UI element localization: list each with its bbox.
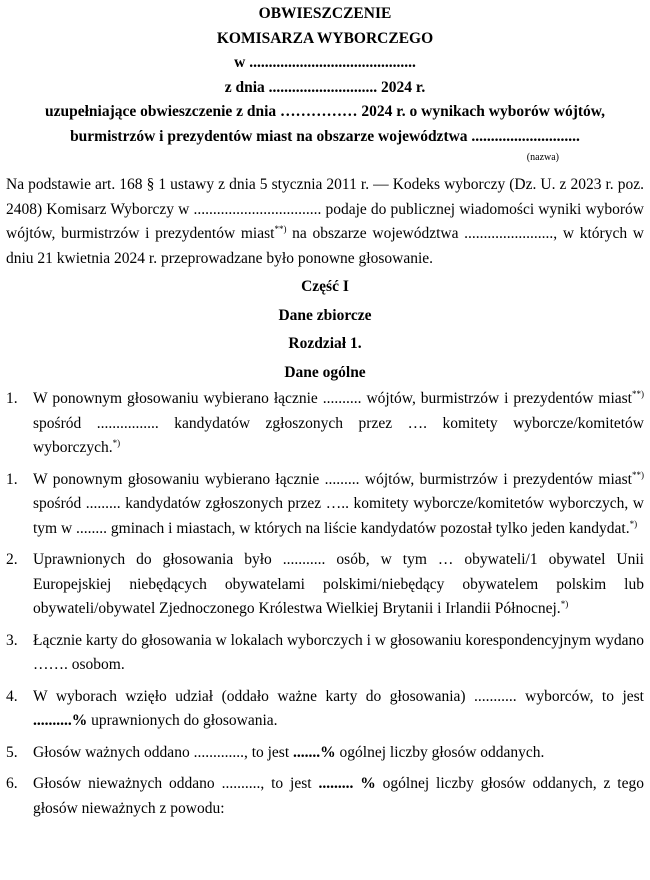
item-text-b: uprawnionych do głosowania. — [87, 712, 278, 729]
percent-placeholder: ..........% — [33, 712, 88, 729]
doc-location: w ........................................... — [234, 54, 416, 71]
item-number: 1. — [6, 390, 18, 407]
item-text-a: W ponownym głosowaniu wybierano łącznie .......... wójtów, burmistrzów i prezydentów miast — [33, 390, 632, 407]
item-text — [33, 468, 644, 542]
item-number: 1. — [6, 470, 18, 488]
item-text-a: Głosów ważnych oddano ............., to jest — [33, 743, 294, 761]
list-item — [6, 548, 644, 622]
doc-authority: KOMISARZA WYBORCZEGO — [216, 29, 434, 47]
item-text — [33, 772, 644, 821]
intro-paragraph — [6, 173, 644, 271]
chapter-heading: Rozdział 1. — [288, 335, 362, 352]
item-text-b: ogólnej liczby głosów oddanych, z tego głosów nieważnych z powodu: — [33, 775, 644, 817]
item-text-b: spośród ................ kandydatów zgłoszonych przez …. komitety wyborcze/komitetów wyborczych. — [33, 414, 644, 456]
doc-subject-line1: uzupełniające obwieszczenie z dnia …………… 2024 r. o wynikach wyborów wójtów, — [45, 103, 605, 120]
item-text-a: W wyborach wzięło udział (oddało ważne karty do głosowania) ........... wyborców, to jest — [33, 687, 644, 705]
item-number: 5. — [6, 743, 18, 761]
doc-title: OBWIESZCZENIE — [258, 5, 392, 22]
item-text — [33, 629, 644, 678]
item-number: 4. — [6, 687, 18, 705]
item-text — [33, 387, 644, 461]
item-number: 2. — [6, 551, 18, 568]
item-text-a: Uprawnionych do głosowania było ........... osób, w tym … obywateli/1 obywatel Unii Europejskiej niebędących obywatelami polskimi/niebędący obywatelem polskim lub obywateli/obywatel Zjednoczonego Królestwa Wielkiej Brytanii i Irlandii Północnej. — [33, 551, 644, 617]
item-text — [33, 741, 644, 766]
item-text-b: spośród ......... kandydatów zgłoszonych przez ….. komitety wyborcze/komitetów wyborczych, w tym w ........ gminach i miastach, w których na liście kandydatów pozostał tylko jeden kandydat. — [33, 495, 644, 537]
item-text-a: Łącznie karty do głosowania w lokalach wyborczych i w głosowaniu korespondencyjnym wydano ……. osobom. — [33, 631, 644, 673]
list-item — [6, 468, 644, 542]
list-item — [6, 685, 644, 734]
intro-text-1: Na podstawie art. 168 § 1 ustawy z dnia 5 stycznia 2011 r. — Kodeks wyborczy (Dz. U. z 2023 r. poz. 2408) Komisarz Wyborczy w ................................. podaje do publicznej wiadomości wyniki wyborów wójtów, burmistrzów i prezydentów miast — [6, 176, 644, 242]
footnote-mark: *) — [560, 598, 569, 609]
doc-subject-line2: burmistrzów i prezydentów miast na obszarze województwa ............................ — [70, 127, 580, 145]
list-item — [6, 629, 644, 678]
item-text-a: W ponownym głosowaniu wybierano łącznie ......... wójtów, burmistrzów i prezydentów miast — [33, 470, 632, 488]
item-number: 6. — [6, 775, 18, 792]
intro-footnote-mark: **) — [274, 223, 287, 234]
doc-date: z dnia ............................ 2024 r. — [224, 78, 426, 96]
footnote-mark: *) — [629, 518, 638, 529]
intro-text-2: na obszarze województwa ......................., w których w dniu 21 kwietnia 2024 r. przeprowadzane było ponowne głosowanie. — [6, 225, 644, 267]
item-text-b: ogólnej liczby głosów oddanych. — [335, 743, 545, 761]
footnote-mark: *) — [112, 437, 121, 448]
part-heading: Część I — [301, 278, 349, 295]
footnote-mark: **) — [632, 388, 644, 399]
list-item — [6, 387, 644, 461]
nazwa-note: (nazwa) — [526, 152, 559, 163]
item-text — [33, 685, 644, 734]
item-number: 3. — [6, 631, 18, 649]
item-text — [33, 548, 644, 622]
footnote-mark: **) — [632, 469, 644, 480]
part-title: Dane zbiorcze — [278, 306, 372, 324]
percent-placeholder: ......... % — [318, 775, 376, 792]
item-text-a: Głosów nieważnych oddano .........., to jest — [33, 775, 319, 792]
list-item — [6, 741, 644, 766]
percent-placeholder: .......% — [293, 743, 336, 761]
chapter-title: Dane ogólne — [284, 363, 366, 381]
list-item — [6, 772, 644, 821]
